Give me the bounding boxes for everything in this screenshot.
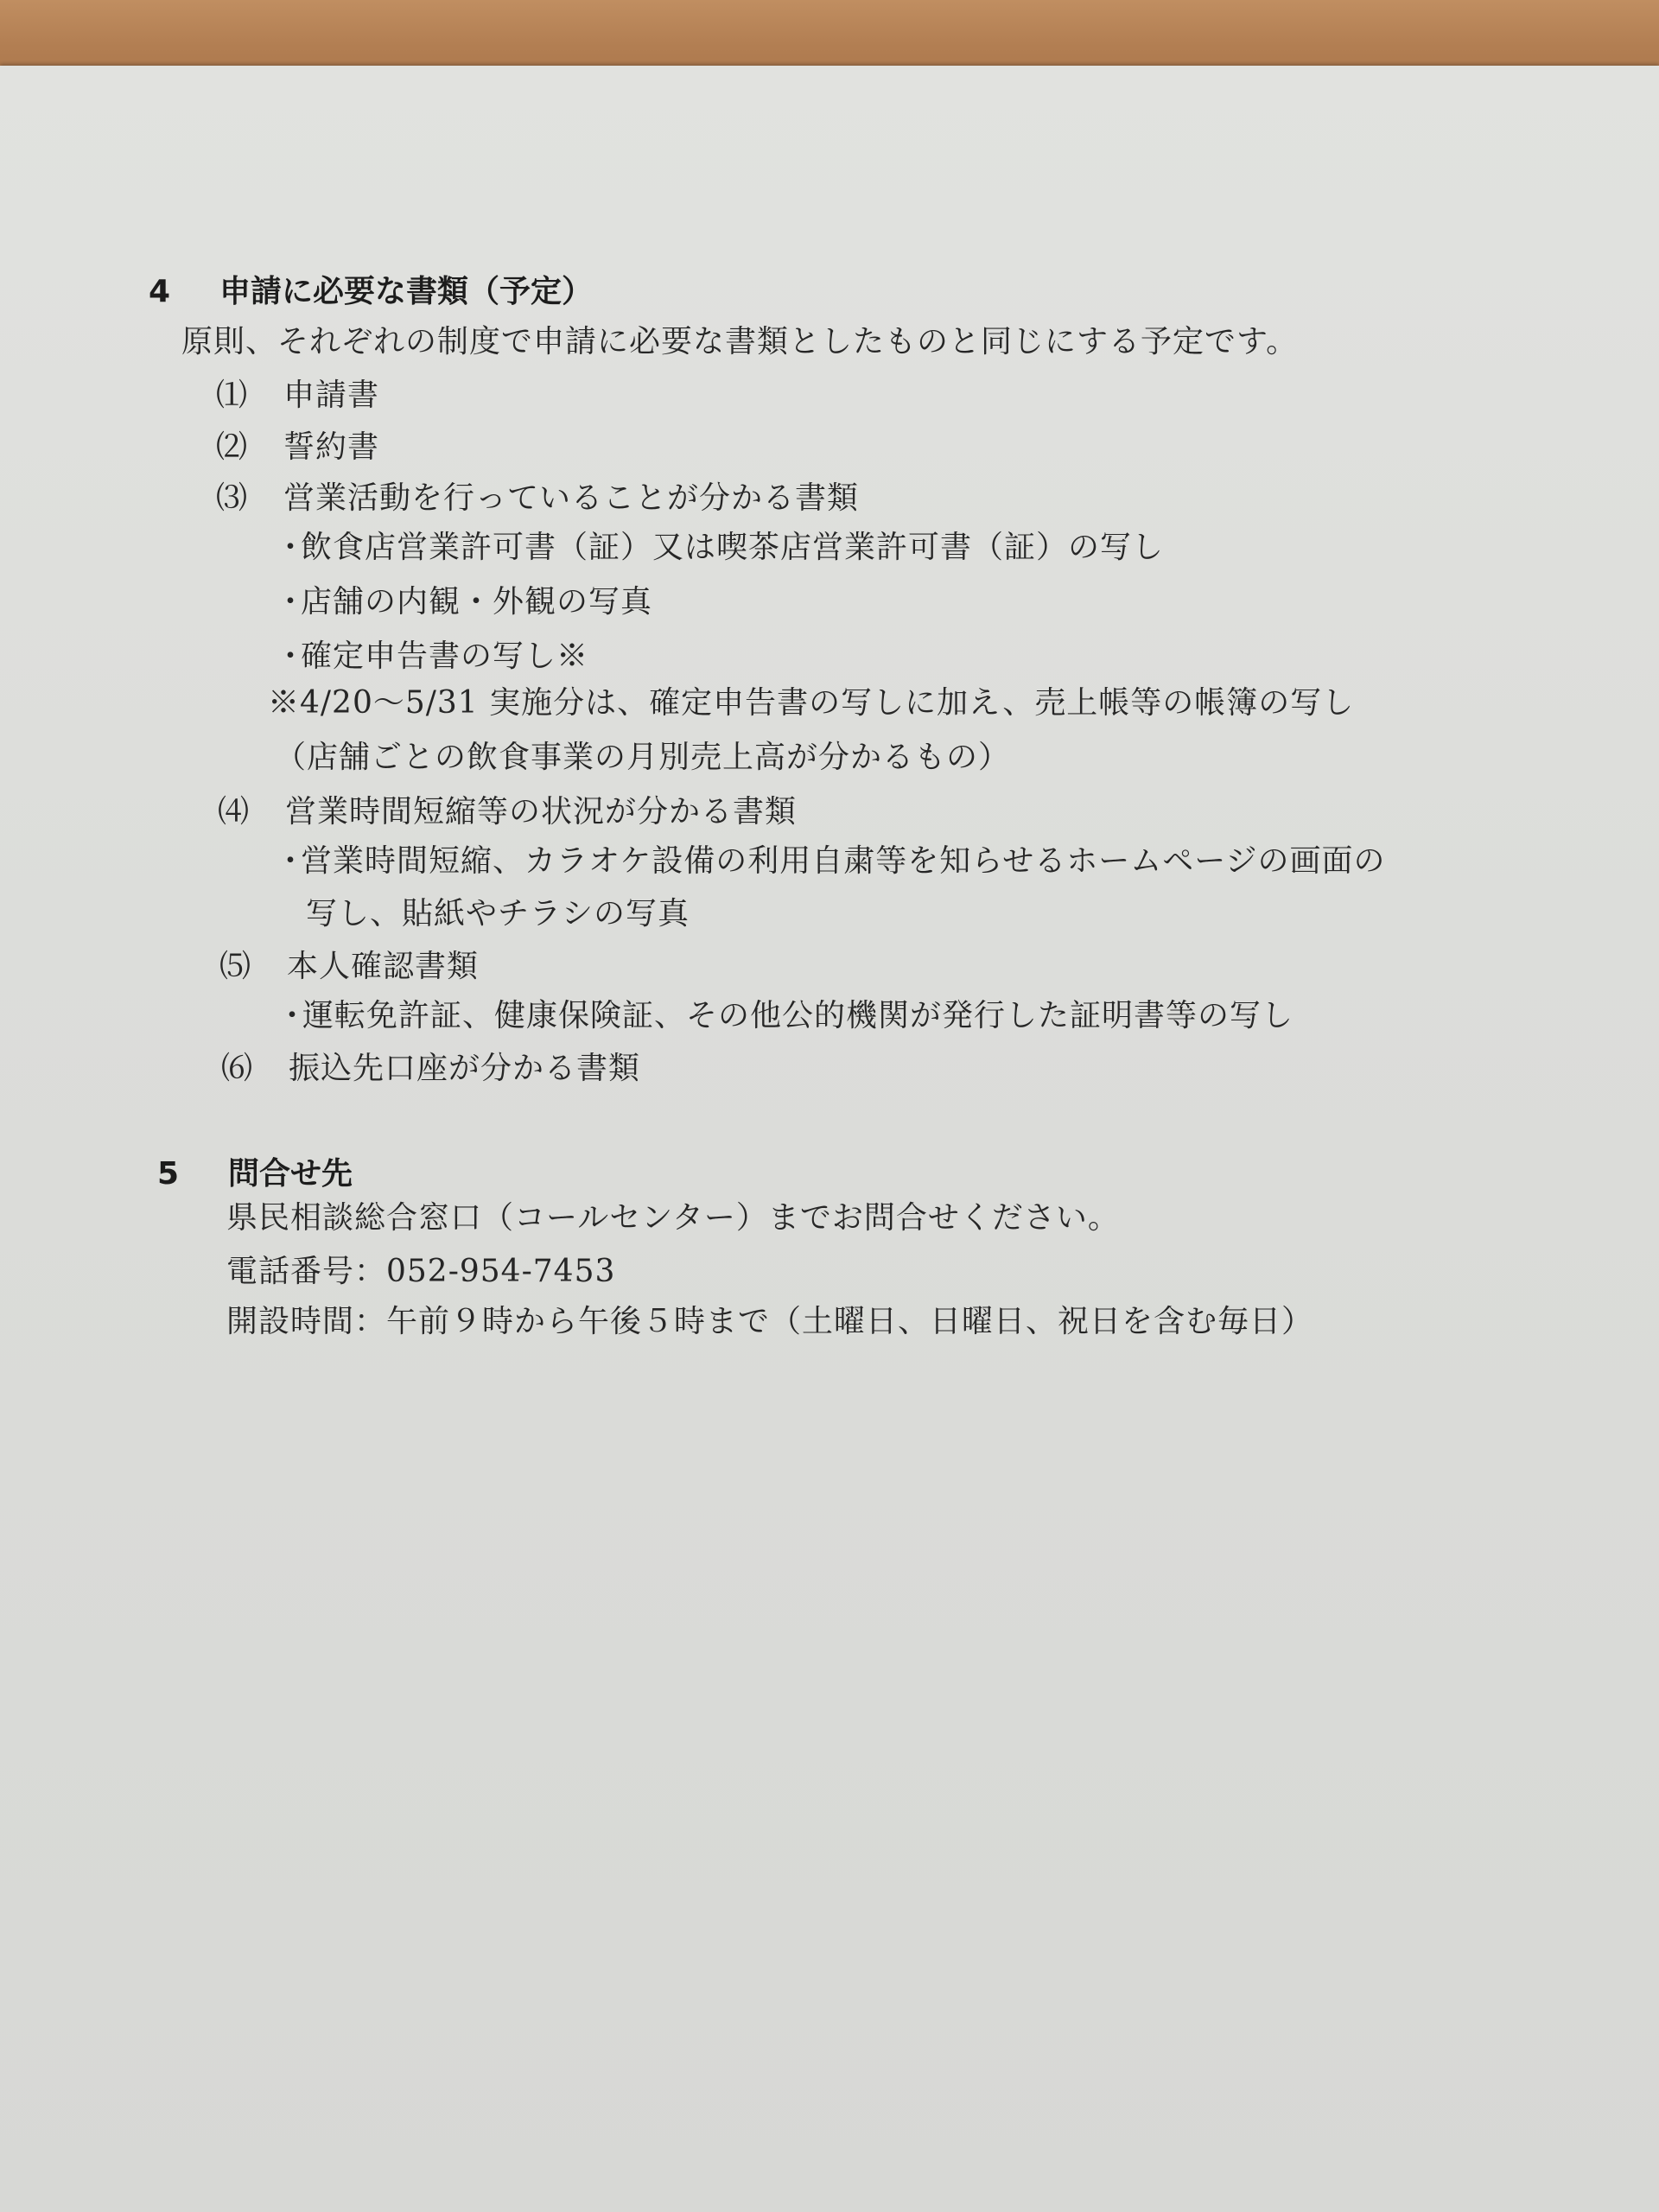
section-4-title: 申請に必要な書類（予定） xyxy=(219,274,594,309)
item-4-bullet-line-2: 写し、貼紙やチラシの写真 xyxy=(306,896,690,931)
section-4-heading xyxy=(149,273,593,311)
item-3-bullet-1-text: 飲食店営業許可書（証）又は喫茶店営業許可書（証）の写し xyxy=(301,530,1165,565)
section-4-number: 4 xyxy=(149,274,171,309)
item-4-text: 営業時間短縮等の状況が分かる書類 xyxy=(285,794,798,830)
item-4 xyxy=(218,793,797,831)
item-1-text: 申請書 xyxy=(283,378,380,413)
item-3-bullet-2-text: 店舗の内観・外観の写真 xyxy=(301,584,653,620)
section-5-heading xyxy=(157,1155,353,1193)
contact-phone: 電話番号：052-954-7453 xyxy=(226,1254,616,1289)
item-6-number: ⑹ xyxy=(221,1051,254,1086)
item-1 xyxy=(216,377,379,415)
item-1-number: ⑴ xyxy=(216,378,249,413)
item-3 xyxy=(216,480,859,518)
item-2 xyxy=(216,429,379,467)
item-4-number: ⑷ xyxy=(218,794,251,830)
section-4-intro: 原則、それぞれの制度で申請に必要な書類としたものと同じにする予定です。 xyxy=(181,324,1299,359)
item-5-text: 本人確認書類 xyxy=(287,949,480,984)
item-6-text: 振込先口座が分かる書類 xyxy=(289,1051,641,1086)
item-3-bullet-3 xyxy=(275,638,588,676)
item-4-bullet xyxy=(275,842,1385,880)
item-2-number: ⑵ xyxy=(216,429,249,465)
item-3-note-line-1: ※4/20～5/31 実施分は、確定申告書の写しに加え、売上帳等の帳簿の写し xyxy=(268,685,1355,721)
contact-hours: 開設時間：午前９時から午後５時まで（土曜日、日曜日、祝日を含む毎日） xyxy=(226,1304,1314,1339)
item-3-bullet-3-text: 確定申告書の写し※ xyxy=(301,639,589,674)
item-3-bullet-1 xyxy=(275,529,1164,567)
section-5-number: 5 xyxy=(157,1156,180,1192)
item-6 xyxy=(221,1050,640,1088)
item-5 xyxy=(219,948,479,986)
item-3-bullet-2 xyxy=(275,583,652,621)
item-5-bullet xyxy=(276,997,1294,1035)
bullet-mark: ・ xyxy=(276,998,309,1033)
item-5-bullet-text: 運転免許証、健康保険証、その他公的機関が発行した証明書等の写し xyxy=(302,998,1294,1033)
item-3-text: 営業活動を行っていることが分かる書類 xyxy=(283,480,860,516)
item-5-number: ⑸ xyxy=(219,949,252,984)
item-3-number: ⑶ xyxy=(216,480,249,516)
contact-description: 県民相談総合窓口（コールセンター）までお問合せください。 xyxy=(226,1200,1120,1236)
bullet-mark: ・ xyxy=(275,530,308,565)
bullet-mark: ・ xyxy=(275,639,308,674)
bullet-mark: ・ xyxy=(275,584,308,620)
bullet-mark: ・ xyxy=(275,843,308,879)
item-4-bullet-line-1: 営業時間短縮、カラオケ設備の利用自粛等を知らせるホームページの画面の xyxy=(301,843,1386,879)
item-3-note-line-2: （店舗ごとの飲食事業の月別売上高が分かるもの） xyxy=(275,740,1011,775)
section-5-title: 問合せ先 xyxy=(228,1156,353,1192)
item-2-text: 誓約書 xyxy=(283,429,380,465)
